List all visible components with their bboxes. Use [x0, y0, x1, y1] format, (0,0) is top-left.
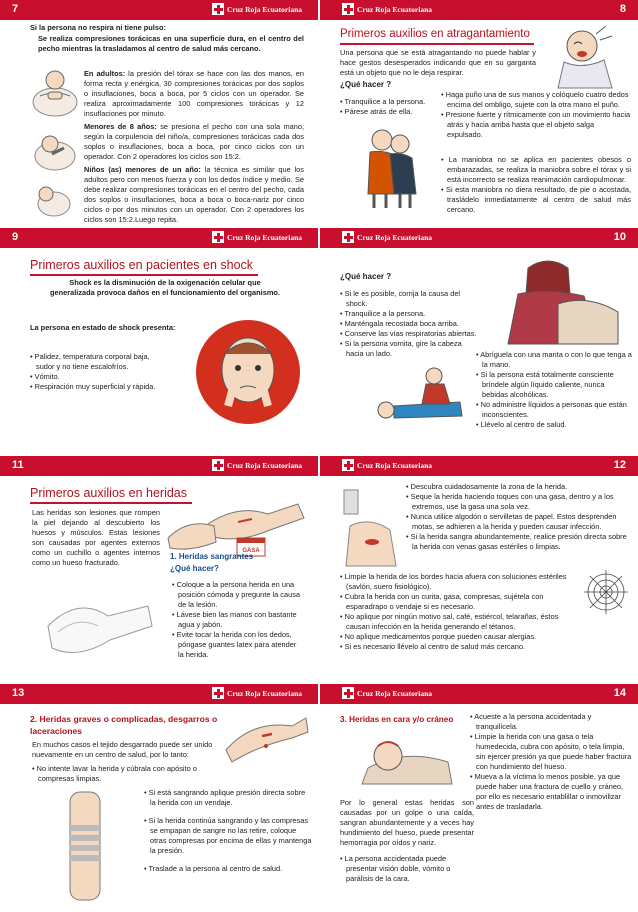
list-item: • La persona accidentada puede presentar visión doble, vómito o parálisis de la cara. — [340, 854, 451, 883]
symptoms-list — [30, 352, 160, 392]
left-steps-list — [340, 97, 440, 117]
infants-paragraph: Niños (as) menores de un año: la técnica es similar que los adultos pero con menos fuerza y con los dedos índice y medio. Se debe realizar compresiones torácicas en el centro del pecho, cada dos soplos o insuflaciones, boca a boca o boca-nariz por cinco ciclos o por dos minutos con un operador. Con 2 operadores los ciclos son 15:2.Luego repita. — [84, 165, 304, 224]
red-cross-icon — [212, 687, 224, 699]
page-header-bar — [0, 684, 318, 704]
what-to-do-heading: ¿Qué hacer ? — [340, 272, 392, 281]
list-item: • Coloque a la persona herida en una posición cómoda y pregunte la causa de la lesión. — [172, 580, 301, 609]
list-item: • Traslade a la persona al centro de salud. — [144, 863, 283, 873]
gloved-hands-illustration — [38, 576, 158, 666]
spider-web-icon — [582, 568, 630, 616]
caregiver-blanket-illustration — [488, 254, 628, 346]
wound-cleaning-illustration — [340, 486, 402, 570]
brand-logo: Cruz Roja Ecuatoriana — [342, 459, 432, 471]
page-number: 13 — [12, 687, 25, 699]
top-steps-list — [406, 482, 632, 552]
list-item: • Conserve las vías respiratorias abiertas. — [340, 328, 477, 338]
list-item: • Si la herida continúa sangrando y las compresas se empapan de sangre no las retire, coloque otras compresas por encima de ellas y mantenga la presión. — [144, 815, 312, 855]
list-item: • Mueva a la víctima lo menos posible, ya que puede haber una fractura de cuello y cráneo, por ello es necesario entablillar o inmovilizar antes de trasladarla. — [470, 771, 624, 811]
cpr-adult-illustration — [30, 62, 80, 124]
list-item: • Si la persona vomita, gire la cabeza hacia un lado. — [340, 338, 462, 358]
section-heading: Si la persona no respira ni tiene pulso: — [30, 23, 166, 32]
bleeding-arm-illustration — [222, 706, 310, 764]
page-13 — [0, 684, 318, 912]
list-item: • Si le es posible, corrija la causa del shock. — [340, 289, 461, 308]
kids-paragraph: Menores de 8 años: se presiona el pecho con una sola mano, según la corpulencia del niño/a, compresiones torácicas cada dos soplos o insuflaciones, boca a boca, por cinco ciclos con un operador. Con 2 operadores los ciclos son 15:2. — [84, 122, 304, 161]
list-item: • Párese atrás de ella. — [340, 106, 413, 116]
intro-text: Una persona que se está atragantando no puede hablar y hace gestos desesperados indicando que en su garganta está un objeto que no le deja respirar. — [340, 48, 536, 77]
list-item: • Si esta maniobra no diera resultado, de pie o acostada, trasládelo inmediatamente al centro de salud más cercano. — [441, 184, 631, 214]
page-number: 10 — [613, 231, 626, 243]
page-title: 2. Heridas graves o complicadas, desgarros o laceraciones — [30, 714, 218, 736]
list-item: • No aplique medicamentos porque pueden causar alergias. — [340, 631, 537, 641]
title-underline — [30, 502, 192, 504]
right-steps-list — [470, 712, 634, 812]
page-7 — [0, 0, 318, 226]
hand-washing-illustration — [164, 508, 220, 552]
page-title: 3. Heridas en cara y/o cráneo — [340, 715, 454, 724]
brand-logo: Cruz Roja Ecuatoriana — [342, 687, 432, 699]
page-14 — [320, 684, 638, 912]
shock-patient-illustration — [194, 314, 304, 430]
page-header-bar — [0, 456, 318, 476]
list-item: • No intente lavar la herida y cúbrala con apósito o compresas limpias. — [32, 764, 197, 783]
list-item: • Vómito. — [30, 371, 60, 381]
page-title: Primeros auxilios en pacientes en shock — [30, 258, 254, 272]
list-item: • La maniobra no se aplica en pacientes obesos o embarazadas, se realiza la maniobra sobre el tórax y si está incorrecto se realiza reanimación cardiopulmonar. — [441, 155, 631, 184]
page-header-bar — [0, 0, 318, 20]
page-number: 12 — [613, 459, 626, 471]
title-underline — [30, 274, 258, 276]
list-item: • Manténgala recostada boca arriba. — [340, 318, 459, 328]
page-title: Primeros auxilios en heridas — [30, 486, 188, 500]
head-wound-illustration — [348, 728, 460, 790]
section-heading: La persona en estado de shock presenta: — [30, 323, 176, 332]
brand-logo: Cruz Roja Ecuatoriana — [212, 459, 302, 471]
cpr-infant-illustration — [32, 180, 76, 220]
page-header-bar — [320, 228, 638, 248]
list-item: • Abríguela con una manta o con lo que tenga a la mano. — [476, 350, 632, 369]
shock-definition: Shock es la disminución de la oxigenación celular que generalizada provoca daños en el funcionamiento del organismo. — [50, 278, 280, 297]
intro-text: En muchos casos el tejido desgarrado puede ser unido nuevamente en un centro de salud, por lo tanto: — [32, 740, 213, 759]
section-heading: 1. Heridas sangrantes — [170, 552, 254, 561]
page-title: Primeros auxilios en atragantamiento — [340, 28, 530, 40]
list-item: • Si está sangrando aplique presión directa sobre la herida con un vendaje. — [144, 788, 306, 807]
list-item: • No aplique por ningún motivo sal, café, estiércol, telarañas, éstos causan infección en la herida generando el tétanos. — [340, 611, 559, 631]
brand-logo: Cruz Roja Ecuatoriana — [212, 3, 302, 15]
left-steps-list — [340, 289, 480, 359]
recovery-position-illustration — [364, 358, 474, 430]
list-item: • Cubra la herida con un curita, gasa, compresas, sujétela con esparadrapo o vendaje si es necesario. — [340, 591, 544, 611]
steps-list — [172, 580, 304, 660]
intro-text: Se realiza compresiones torácicas en una superficie dura, en el centro del pecho mientras la trasladamos al centro de salud más cercano. — [38, 34, 304, 53]
list-item: • Haga puño una de sus manos y colóquelo cuatro dedos encima del ombligo, sujete con la otra mano el puño. — [441, 90, 629, 109]
page-number: 14 — [613, 687, 626, 699]
list-item: • Lávese bien las manos con bastante agua y jabón. — [172, 609, 297, 629]
list-item: • Palidez, temperatura corporal baja, sudor y no tiene escalofríos. — [30, 352, 150, 371]
page-header-bar — [320, 456, 638, 476]
what-to-do-heading: ¿Qué hacer? — [170, 564, 219, 573]
brand-logo: Cruz Roja Ecuatoriana — [212, 687, 302, 699]
list-item: • Tranquilice a la persona. — [340, 308, 426, 318]
list-item: • No administre líquidos a personas que están inconscientes. — [476, 399, 627, 419]
left-steps-list — [32, 764, 212, 784]
brand-logo: Cruz Roja Ecuatoriana — [342, 3, 432, 15]
list-item: • Si la herida sangra abundantemente, realice presión directa sobre la herida con venas gasas estériles o limpias. — [406, 531, 627, 551]
right-steps-list — [476, 350, 632, 430]
list-item: • Nunca utilice algodón o servilletas de papel. Estos desprenden motas, se adhieren a la herida y pueden causar infección. — [406, 511, 617, 531]
page-header-bar — [320, 684, 638, 704]
red-cross-icon — [212, 3, 224, 15]
notes-list — [441, 155, 631, 215]
page-number: 11 — [12, 459, 24, 471]
page-number: 9 — [12, 231, 19, 243]
page-header-bar — [320, 0, 638, 20]
page-number: 7 — [12, 3, 19, 15]
red-cross-icon — [342, 687, 354, 699]
page-9 — [0, 228, 318, 454]
bandaging-illustration — [40, 788, 130, 904]
right-steps-list — [144, 788, 312, 874]
list-item: • Limpie la herida de los bordes hacia afuera con soluciones estériles (savlón, suero fisiológico). — [340, 572, 567, 591]
bottom-steps-list — [340, 572, 580, 652]
adults-paragraph: En adultos: la presión del tórax se hace con las dos manos, en forma recta y enérgica, 30 compresiones torácicas por dos soplos o insuflaciones, boca a boca, por 5 ciclos con un operador. Se realiza aproximadamente 100 compresiones torácicas y 12 insuflaciones por minuto. — [84, 69, 304, 118]
left-steps-list — [340, 854, 474, 884]
page-number: 8 — [619, 3, 626, 15]
list-item: • Limpie la herida con una gasa o tela humedecida, cubra con apósito, o tela limpia, sin ejercer presión ya que puede haber fractura con hundimiento del hueso. — [470, 731, 632, 771]
red-cross-icon — [212, 231, 224, 243]
page-header-bar — [0, 228, 318, 248]
list-item: • Tranquilice a la persona. — [340, 97, 426, 106]
page-10 — [320, 228, 638, 454]
brand-logo: Cruz Roja Ecuatoriana — [342, 231, 432, 243]
page-8 — [320, 0, 638, 226]
gauze-label: GASA — [242, 548, 260, 554]
list-item: • Si la persona está totalmente consciente bríndele algún líquido caliente, nunca bebidas alcohólicas. — [476, 369, 614, 399]
red-cross-icon — [212, 459, 224, 471]
list-item: • Acueste a la persona accidentada y tranquilícela. — [470, 712, 592, 731]
body-text: Por lo general estas heridas son causadas por un golpe o una caída, sangran abundantemente y a veces hay hundimiento del hueso, puede presentar hemorragia por oídos y nariz. — [340, 798, 474, 847]
choking-person-illustration — [544, 22, 630, 92]
what-to-do-heading: ¿Qué hacer ? — [340, 80, 392, 89]
heimlich-maneuver-illustration — [342, 124, 434, 210]
cpr-child-illustration — [30, 128, 80, 176]
page-11 — [0, 456, 318, 682]
page-12 — [320, 456, 638, 682]
list-item: • Evite tocar la herida con los dedos, póngase guantes latex para atender la herida. — [172, 629, 297, 659]
list-item: • Respiración muy superficial y rápida. — [30, 381, 156, 391]
list-item: • Seque la herida haciendo toques con una gasa, dentro y a los extremos, use la gasa una sola vez. — [406, 491, 614, 511]
list-item: • Si es necesario llévelo al centro de salud más cercano. — [340, 641, 525, 651]
right-steps-list — [441, 90, 631, 140]
brand-logo: Cruz Roja Ecuatoriana — [212, 231, 302, 243]
list-item: • Descubra cuidadosamente la zona de la herida. — [406, 482, 568, 491]
title-underline — [340, 43, 534, 45]
wounds-definition: Las heridas son lesiones que rompen la piel dejando al descubierto los huesos y músculos. Estas lesiones son causadas por agentes externos como un cuchillo o agentes internos como un hueso fracturado. — [32, 508, 160, 567]
red-cross-icon — [342, 3, 354, 15]
list-item: • Presione fuerte y rítmicamente con un movimiento hacia atrás y hacia arriba hasta que el objeto salga expulsado. — [441, 109, 631, 139]
red-cross-icon — [342, 459, 354, 471]
red-cross-icon — [342, 231, 354, 243]
list-item: • Llévelo al centro de salud. — [476, 419, 567, 429]
